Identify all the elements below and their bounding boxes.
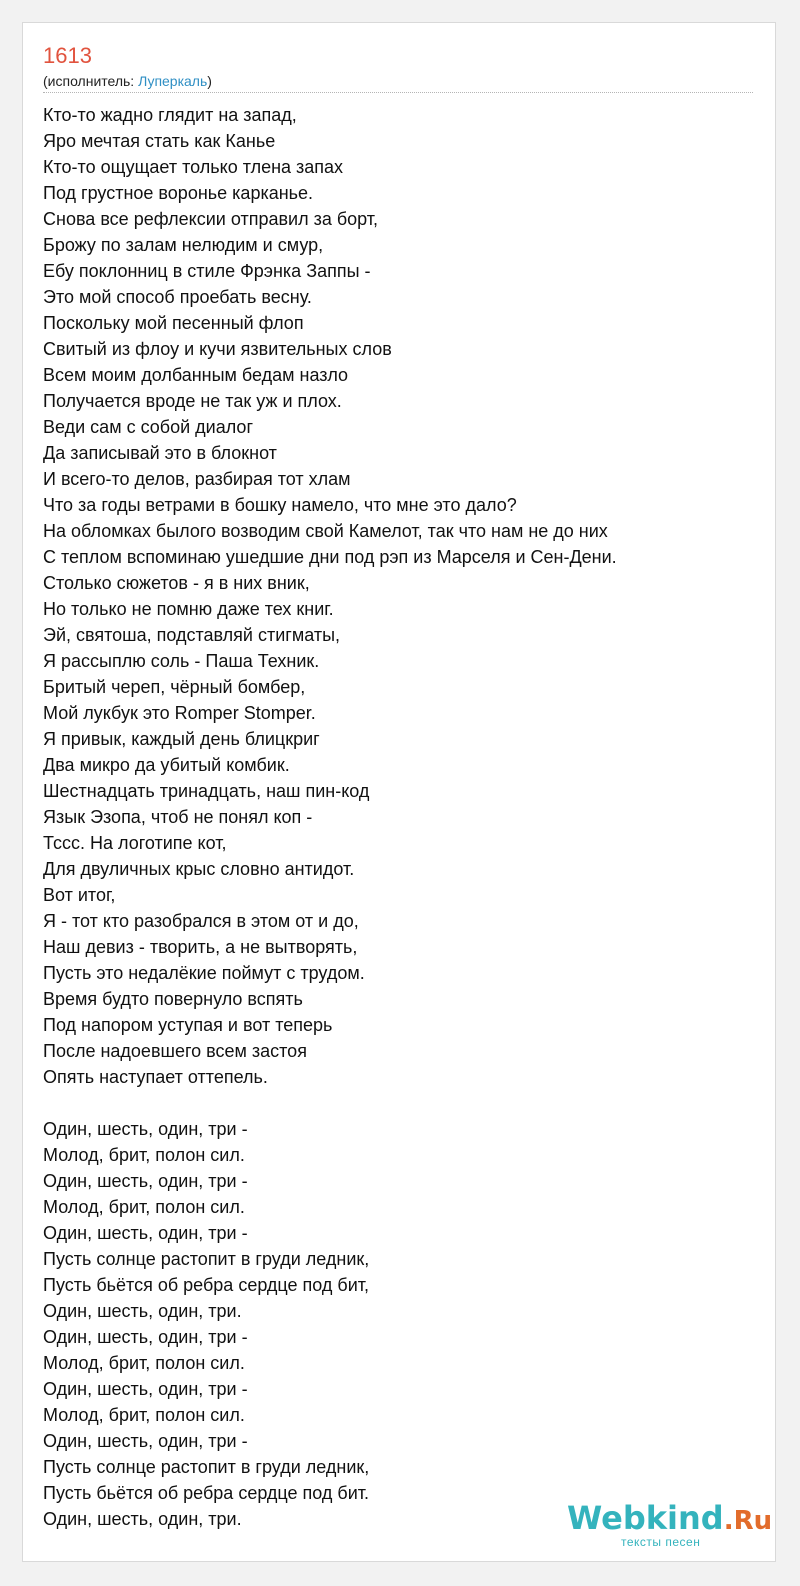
lyric-line: Один, шесть, один, три - xyxy=(43,1171,248,1191)
lyric-line: Брожу по залам нелюдим и смур, xyxy=(43,235,324,255)
lyric-line: Это мой способ проебать весну. xyxy=(43,287,312,307)
title-divider xyxy=(43,92,753,93)
artist-line xyxy=(43,72,212,90)
lyric-line: Время будто повернуло вспять xyxy=(43,989,303,1009)
lyric-line: Один, шесть, один, три - xyxy=(43,1431,248,1451)
artist-prefix: (исполнитель: xyxy=(43,73,139,89)
lyric-line: На обломках былого возводим свой Камелот, так что нам не до них xyxy=(43,521,608,541)
lyric-line: Да записывай это в блокнот xyxy=(43,443,277,463)
lyric-line: Молод, брит, полон сил. xyxy=(43,1405,245,1425)
lyric-line: Что за годы ветрами в бошку намело, что мне это дало? xyxy=(43,495,517,515)
lyric-line: Вот итог, xyxy=(43,885,116,905)
logo-tagline: тексты песен xyxy=(621,1535,701,1549)
stanza-break xyxy=(43,1090,763,1116)
lyric-line: Кто-то ощущает только тлена запах xyxy=(43,157,344,177)
lyric-line: Снова все рефлексии отправил за борт, xyxy=(43,209,379,229)
lyric-line: С теплом вспоминаю ушедшие дни под рэп из Марселя и Сен-Дени. xyxy=(43,547,617,567)
lyric-line: Под напором уступая и вот теперь xyxy=(43,1015,333,1035)
logo-word: Webkind xyxy=(567,1499,724,1537)
lyric-line: Пусть бьётся об ребра сердце под бит. xyxy=(43,1483,370,1503)
lyric-line: Бритый череп, чёрный бомбер, xyxy=(43,677,306,697)
lyric-line: Молод, брит, полон сил. xyxy=(43,1145,245,1165)
lyric-line: Тссс. На логотипе кот, xyxy=(43,833,227,853)
lyric-line: Наш девиз - творить, а не вытворять, xyxy=(43,937,358,957)
lyric-line: Молод, брит, полон сил. xyxy=(43,1353,245,1373)
lyric-line: Опять наступает оттепель. xyxy=(43,1067,268,1087)
lyric-line: Яро мечтая стать как Канье xyxy=(43,131,276,151)
lyric-line: Под грустное воронье карканье. xyxy=(43,183,314,203)
lyric-line: Эй, святоша, подставляй стигматы, xyxy=(43,625,341,645)
lyric-line: И всего-то делов, разбирая тот хлам xyxy=(43,469,351,489)
lyric-line: Всем моим долбанным бедам назло xyxy=(43,365,349,385)
lyric-line: Один, шесть, один, три - xyxy=(43,1379,248,1399)
lyric-line: Язык Эзопа, чтоб не понял коп - xyxy=(43,807,313,827)
lyric-line: Один, шесть, один, три. xyxy=(43,1509,242,1529)
lyric-line: Молод, брит, полон сил. xyxy=(43,1197,245,1217)
lyric-line: Столько сюжетов - я в них вник, xyxy=(43,573,310,593)
lyrics-card xyxy=(22,22,776,1562)
artist-suffix: ) xyxy=(207,73,212,89)
artist-link[interactable]: Луперкаль xyxy=(138,73,208,89)
lyric-line: Ебу поклонниц в стиле Фрэнка Заппы - xyxy=(43,261,371,281)
lyric-line: Один, шесть, один, три - xyxy=(43,1119,248,1139)
lyric-line: Мой лукбук это Romper Stomper. xyxy=(43,703,316,723)
song-title: 1613 xyxy=(43,43,92,68)
lyric-line: Кто-то жадно глядит на запад, xyxy=(43,105,297,125)
lyric-line: Шестнадцать тринадцать, наш пин-код xyxy=(43,781,370,801)
lyric-line: Пусть солнце растопит в груди ледник, xyxy=(43,1457,370,1477)
lyric-line: Пусть это недалёкие поймут с трудом. xyxy=(43,963,365,983)
lyric-line: После надоевшего всем застоя xyxy=(43,1041,307,1061)
lyric-line: Получается вроде не так уж и плох. xyxy=(43,391,342,411)
lyric-line: Пусть бьётся об ребра сердце под бит, xyxy=(43,1275,370,1295)
lyric-line: Но только не помню даже тех книг. xyxy=(43,599,334,619)
lyrics-text xyxy=(43,102,763,1532)
lyric-line: Один, шесть, один, три - xyxy=(43,1223,248,1243)
site-logo[interactable] xyxy=(567,1499,773,1551)
lyric-line: Поскольку мой песенный флоп xyxy=(43,313,304,333)
lyric-line: Два микро да убитый комбик. xyxy=(43,755,290,775)
lyric-line: Для двуличных крыс словно антидот. xyxy=(43,859,355,879)
lyric-line: Я привык, каждый день блицкриг xyxy=(43,729,320,749)
logo-tld: .Ru xyxy=(723,1506,773,1536)
lyric-line: Свитый из флоу и кучи язвительных слов xyxy=(43,339,392,359)
lyric-line: Я рассыплю соль - Паша Техник. xyxy=(43,651,320,671)
lyric-line: Веди сам с собой диалог xyxy=(43,417,254,437)
logo-wordmark xyxy=(567,1499,772,1540)
lyric-line: Один, шесть, один, три. xyxy=(43,1301,242,1321)
lyric-line: Один, шесть, один, три - xyxy=(43,1327,248,1347)
lyric-line: Я - тот кто разобрался в этом от и до, xyxy=(43,911,359,931)
lyric-line: Пусть солнце растопит в груди ледник, xyxy=(43,1249,370,1269)
